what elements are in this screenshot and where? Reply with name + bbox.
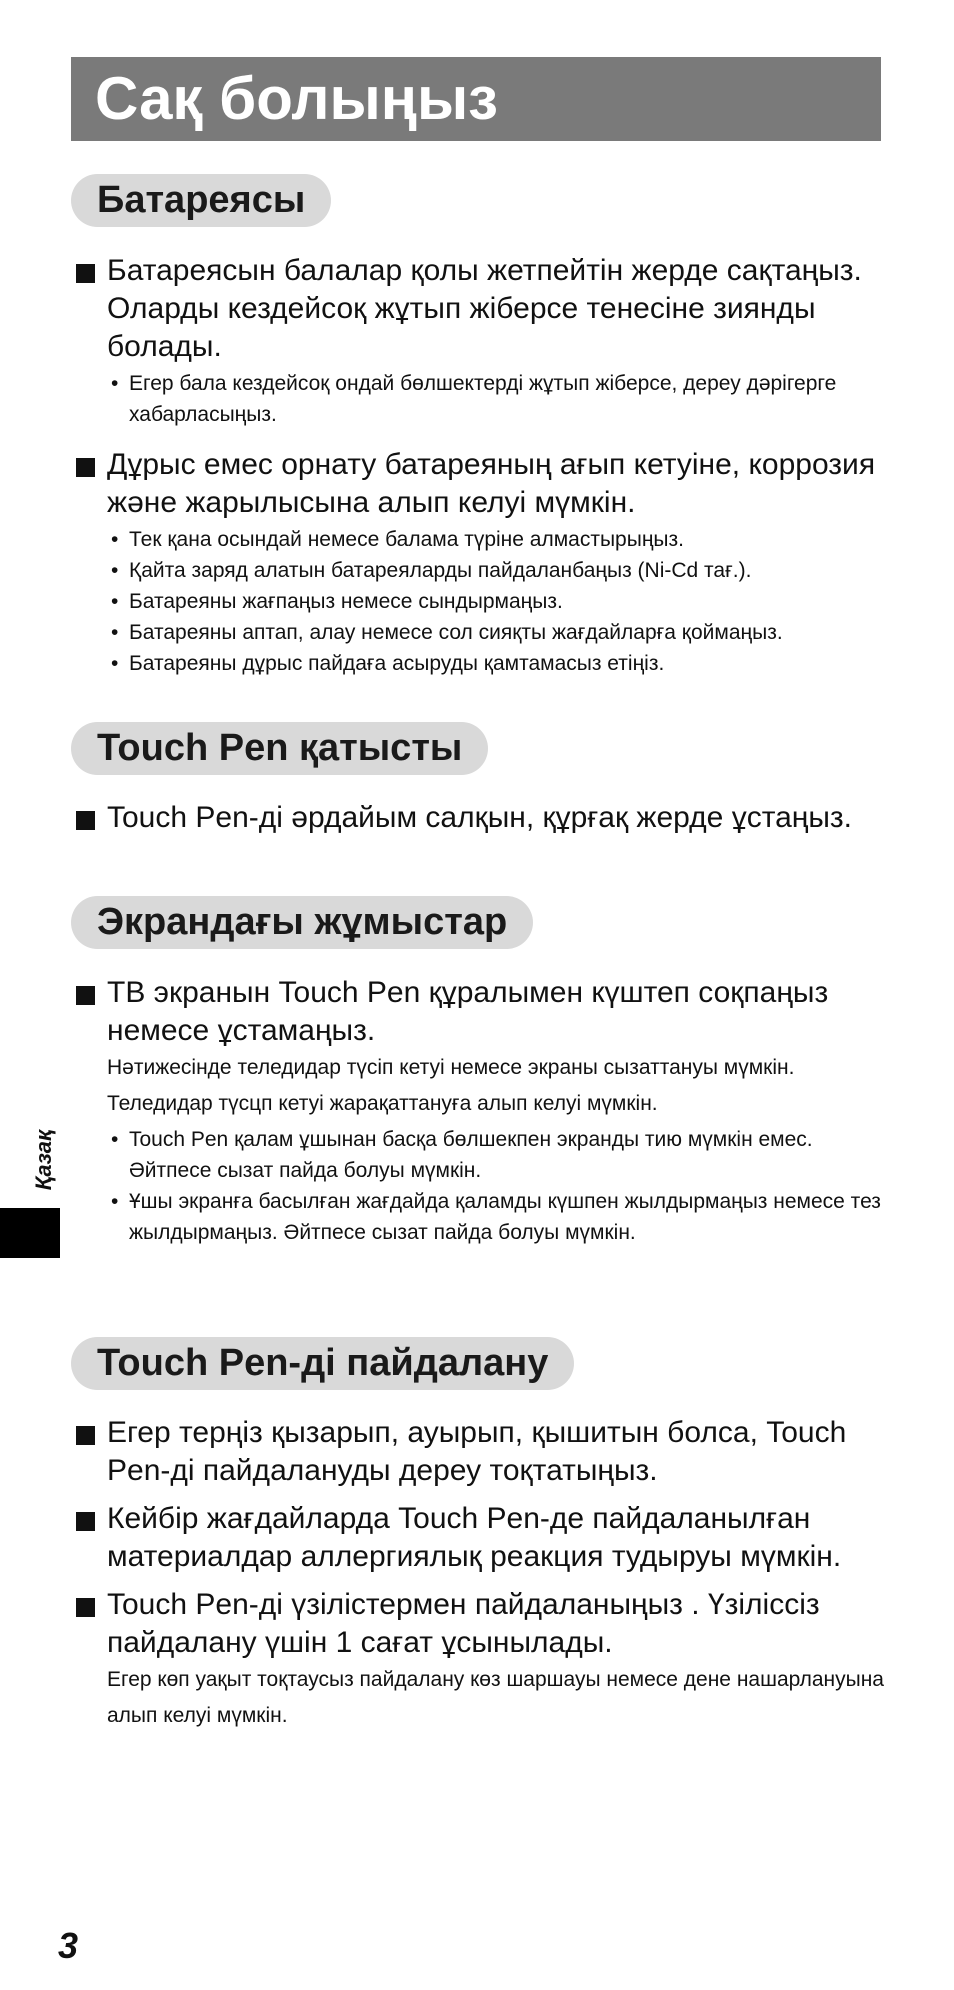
list-item: [71, 974, 891, 1248]
square-bullet-icon: [76, 811, 95, 830]
sub-bullets: [107, 1124, 891, 1248]
page-title: Сақ болыңыз: [95, 65, 499, 132]
list-item: [71, 1414, 891, 1490]
section-battery-content: [71, 252, 891, 687]
language-side-label: [24, 1120, 64, 1200]
language-tab-marker: [0, 1208, 60, 1258]
bullet-item: • Егер бала кездейсоқ ондай бөлшектерді жұтып жіберсе, дереу дәрігерге хабарласыңыз.: [107, 368, 891, 430]
item-note: Нәтижесінде теледидар түсіп кетуі немесе экраны сызаттануы мүмкін.: [107, 1056, 795, 1079]
item-text: Кейбір жағдайларда Touch Pen-де пайдаланылған материалдар аллергиялық реакция тудыруы мүмкін.: [107, 1502, 842, 1573]
section-touch-pen-content: [71, 799, 891, 845]
item-text: Touch Pen-ді әрдайым салқын, құрғақ жерде ұстаңыз.: [107, 801, 853, 834]
item-text: ТВ экранын Touch Pen құралымен күштеп соқпаңыз немесе ұстамаңыз.: [107, 976, 829, 1047]
list-item: [71, 446, 891, 679]
item-text: Батареясын балалар қолы жетпейтін жерде сақтаңыз. Оларды кездейсоқ жұтып жіберсе тенесіне зиянды болады.: [107, 254, 862, 363]
square-bullet-icon: [76, 986, 95, 1005]
language-label-text: Қазақ: [31, 1129, 56, 1191]
page-number: 3: [58, 1925, 79, 1966]
section-heading-touch-pen: Touch Pen қатысты: [71, 722, 488, 775]
item-note: Теледидар түсцп кетуі жарақаттануға алып келуі мүмкін.: [107, 1092, 658, 1115]
sub-bullets: [107, 368, 891, 430]
list-item: [71, 1500, 891, 1576]
bullet-item: • Қайта заряд алатын батареяларды пайдаланбаңыз (Ni-Cd тағ.).: [107, 555, 891, 586]
square-bullet-icon: [76, 1426, 95, 1445]
list-item: [71, 799, 891, 837]
square-bullet-icon: [76, 264, 95, 283]
square-bullet-icon: [76, 458, 95, 477]
bullet-item: • Батареяны жағпаңыз немесе сындырмаңыз.: [107, 586, 891, 617]
list-item: [71, 1586, 891, 1734]
list-item: [71, 252, 891, 430]
page-header: [71, 57, 881, 141]
section-heading-battery: Батареясы: [71, 174, 331, 227]
item-text: Егер терңіз қызарып, ауырып, қышитын болса, Touch Pen-ді пайдалануды дереу тоқтатыңыз.: [107, 1416, 847, 1487]
square-bullet-icon: [76, 1598, 95, 1617]
bullet-item: • Батареяны аптап, алау немесе сол сияқты жағдайларға қоймаңыз.: [107, 617, 891, 648]
section-heading-screen: Экрандағы жұмыстар: [71, 896, 533, 949]
bullet-item: • Ұшы экранға басылған жағдайда қаламды күшпен жылдырмаңыз немесе тез жылдырмаңыз. Әйтпесе сызат пайда болуы мүмкін.: [107, 1186, 891, 1248]
section-screen-content: [71, 974, 891, 1256]
square-bullet-icon: [76, 1512, 95, 1531]
bullet-item: • Touch Pen қалам ұшынан басқа бөлшекпен экранды тию мүмкін емес. Әйтпесе сызат пайда болуы мүмкін.: [107, 1124, 891, 1186]
item-note: Егер көп уақыт тоқтаусыз пайдалану көз шаршауы немесе дене нашарлануына алып келуі мүмкін.: [107, 1668, 884, 1727]
bullet-item: • Тек қана осындай немесе балама түріне алмастырыңыз.: [107, 524, 891, 555]
bullet-item: • Батареяны дұрыс пайдаға асыруды қамтамасыз етіңіз.: [107, 648, 891, 679]
sub-bullets: [107, 524, 891, 679]
item-text: Дұрыс емес орнату батареяның ағып кетуіне, коррозия және жарылысына алып келуі мүмкін.: [107, 448, 876, 519]
section-using-pen-content: [71, 1414, 891, 1742]
section-heading-using-pen: Touch Pen-ді пайдалану: [71, 1337, 574, 1390]
item-text: Touch Pen-ді үзілістермен пайдаланыңыз . Үзіліссіз пайдалану үшін 1 сағат ұсынылады.: [107, 1588, 820, 1659]
